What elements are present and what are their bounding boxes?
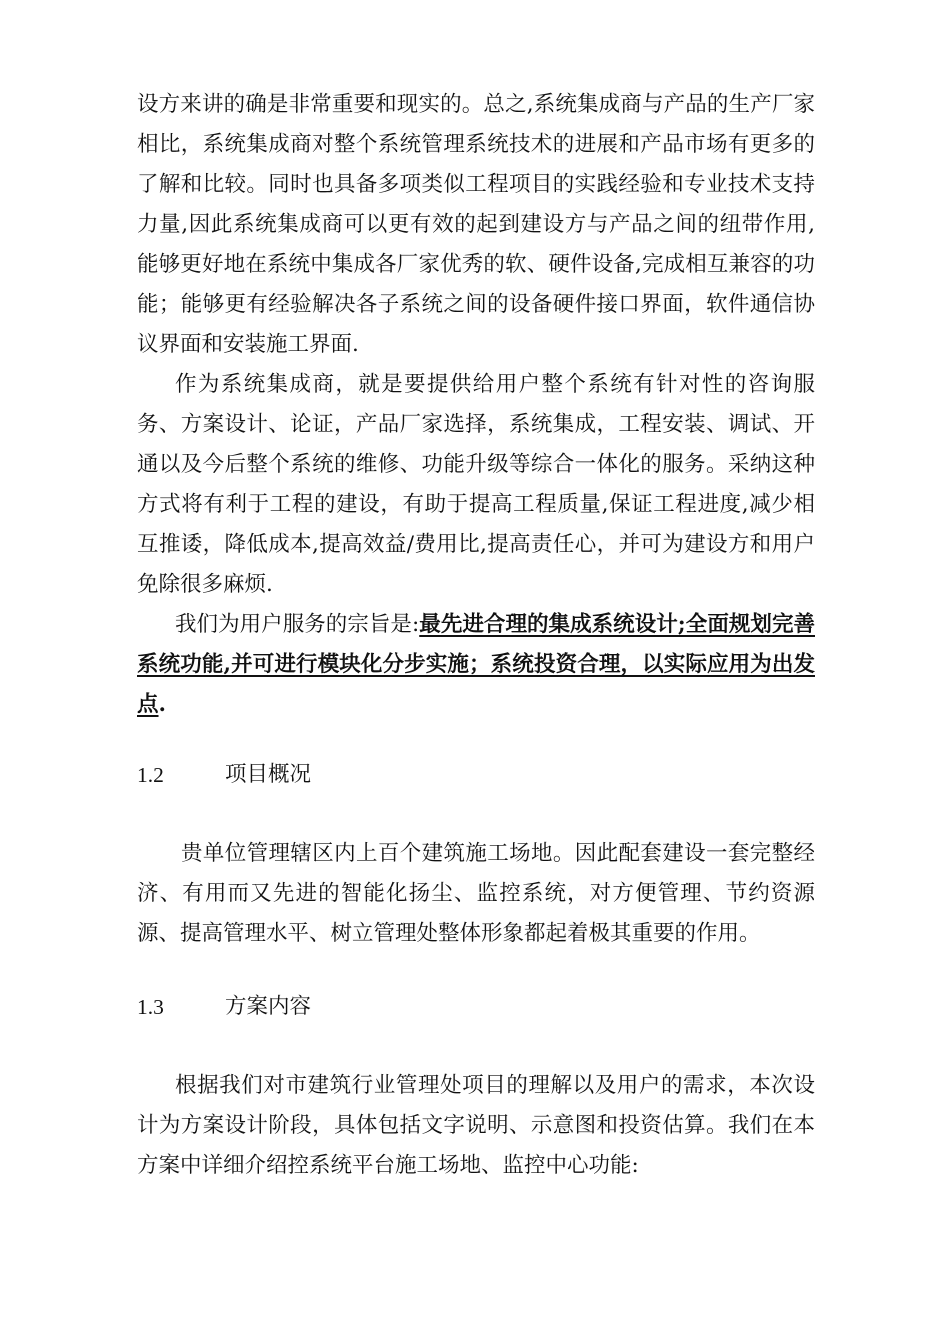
service-tenet-emphasis: 最先进合理的集成系统设计;全面规划完善系统功能,并可进行模块化分步实施；系统投资合理，以实际应用为出发点 <box>137 612 815 717</box>
section-title: 项目概况 <box>225 762 312 787</box>
service-tenet-lead: 我们为用户服务的宗旨是: <box>175 612 420 637</box>
paragraph-plan-content: 根据我们对市建筑行业管理处项目的理解以及用户的需求，本次设计为方案设计阶段，具体包括文字说明、示意图和投资估算。我们在本方案中详细介绍控系统平台施工场地、监控中心功能: <box>137 1073 815 1178</box>
section-number: 1.2 <box>137 763 164 787</box>
section-number: 1.3 <box>137 995 164 1019</box>
section-heading-1-3 <box>137 987 815 1027</box>
section-title: 方案内容 <box>225 994 312 1019</box>
paragraph-system-integrator-advantages: 设方来讲的确是非常重要和现实的。总之,系统集成商与产品的生产厂家相比，系统集成商对整个系统管理系统技术的进展和产品市场有更多的了解和比较。同时也具备多项类似工程项目的实践经验和专业技术支持力量,因此系统集成商可以更有效的起到建设方与产品之间的纽带作用,能够更好地在系统中集成各厂家优秀的软、硬件设备,完成相互兼容的功能；能够更有经验解决各子系统之间的设备硬件接口界面，软件通信协议界面和安装施工界面. <box>137 92 815 357</box>
paragraph-integrator-services: 作为系统集成商，就是要提供给用户整个系统有针对性的咨询服务、方案设计、论证，产品厂家选择，系统集成，工程安装、调试、开通以及今后整个系统的维修、功能升级等综合一体化的服务。采纳这种方式将有利于工程的建设，有助于提高工程质量,保证工程进度,减少相互推诿，降低成本,提高效益/费用比,提高责任心，并可为建设方和用户免除很多麻烦. <box>137 372 815 597</box>
service-tenet-end: . <box>158 692 167 717</box>
section-heading-1-2 <box>137 755 815 795</box>
paragraph-service-tenet <box>137 605 815 725</box>
paragraph-project-overview: 贵单位管理辖区内上百个建筑施工场地。因此配套建设一套完整经济、有用而又先进的智能化扬尘、监控系统，对方便管理、节约资源源、提高管理水平、树立管理处整体形象都起着极其重要的作用。 <box>137 841 815 946</box>
document-page <box>137 85 815 1186</box>
